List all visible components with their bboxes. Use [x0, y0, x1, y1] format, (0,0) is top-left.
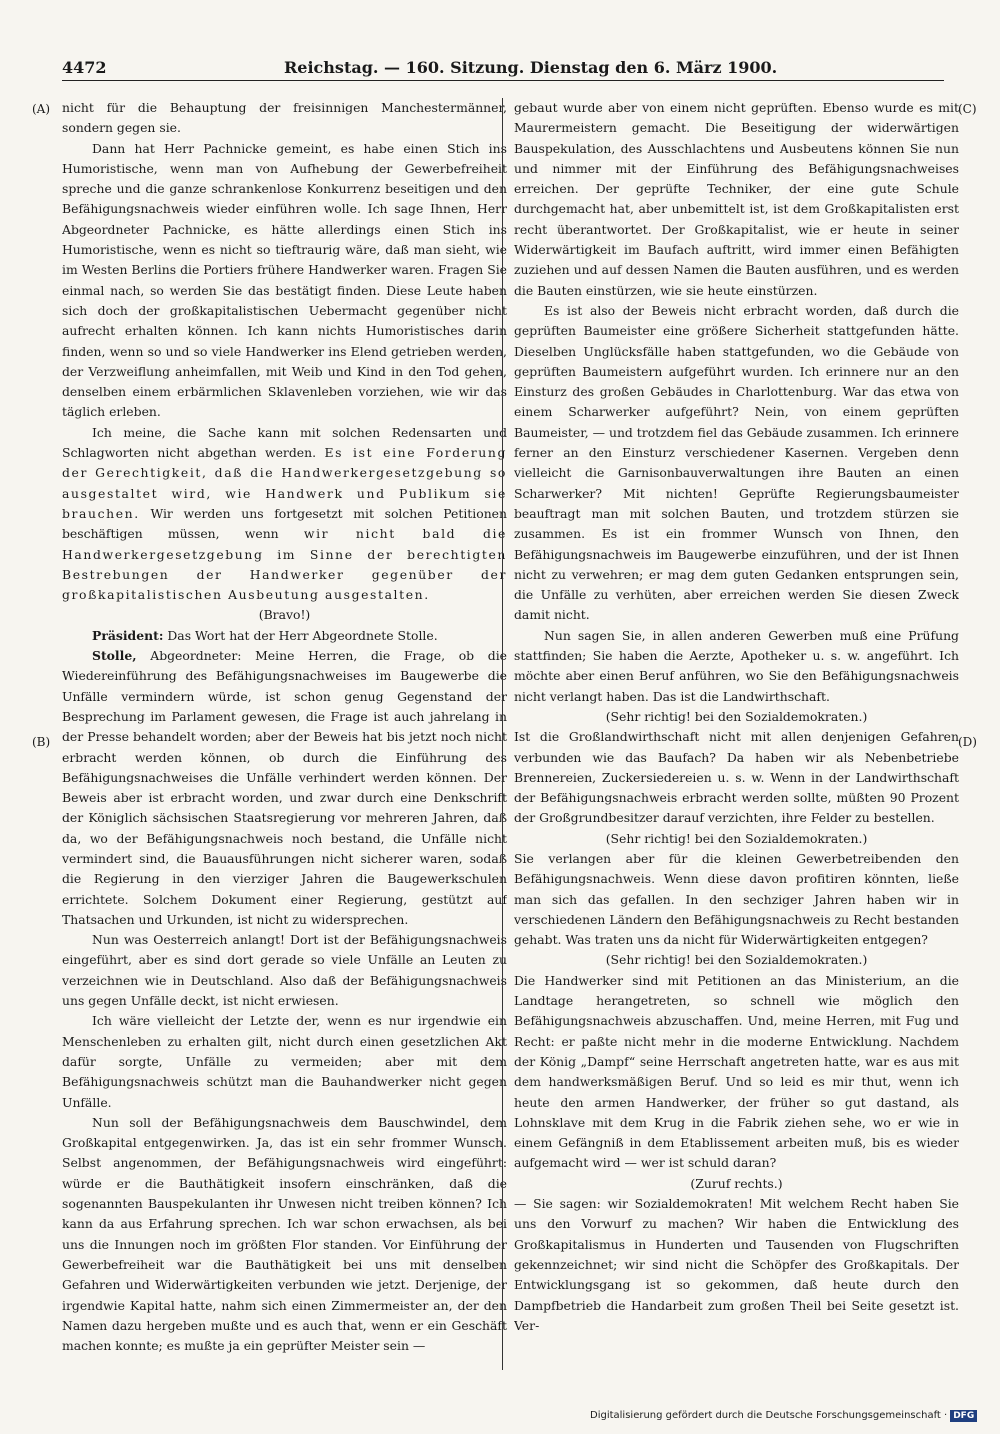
paragraph: — Sie sagen: wir Sozialdemokraten! Mit welchem Recht haben Sie uns den Vorwurf zu machen? Wir haben die Entwicklung des Großkapitalismus in Hunderten und Tausenden von Flugschriften gekennzeichnet; wir sind nicht die Schöpfer des Großkapitals. Der Entwicklungsgang ist so gekommen, daß heute durch den Dampfbetrieb die Handarbeit zum großen Theil bei Seite gesetzt ist. Ver- [514, 1196, 959, 1333]
speaker-label: Stolle, [92, 648, 137, 664]
credit-text: Digitalisierung gefördert durch die Deutsche Forschungsgemeinschaft · [590, 1410, 948, 1421]
margin-marker-a: (A) [32, 102, 51, 116]
paragraph: Nun was Oesterreich anlangt! Dort ist der Befähigungsnachweis eingeführt, aber es sind dort gerade so viele Unfälle an Leuten zu verzeichnen wie in Deutschland. Also daß der Befähigungsnachweis uns gegen Unfälle deckt, ist nicht erwiesen. [62, 932, 507, 1009]
paragraph [62, 423, 507, 606]
paragraph: Nun soll der Befähigungsnachweis dem Bauschwindel, dem Großkapital entgegenwirken. Ja, das ist ein sehr frommer Wunsch. Selbst angenommen, der Befähigungsnachweis wird eingeführt: würde er die Bauthätigkeit insofern einschränken, daß die sogenannten Bauspekulanten ihr Unwesen nicht treiben können? Ich kann da aus Erfahrung sprechen. Ich war schon erwachsen, als bei uns die Innungen noch im größten Flor standen. Vor Einführung der Gewerbefreiheit war die Bauthätigkeit bei uns mit denselben Gefahren und Widerwärtigkeiten verbunden wie jetzt. Derjenige, der irgendwie Kapital hatte, nahm sich einen Zimmermeister an, der den Namen dazu hergeben mußte und es auch that, wenn er ein Geschäft machen konnte; es mußte ja ein geprüfter Meister sein — [62, 1114, 507, 1354]
page-header [62, 55, 942, 81]
margin-marker-c: (C) [958, 102, 977, 116]
emphasized-text: wir nicht bald die Handwerkergesetzgebung im Sinne der berechtigten Bestrebungen der Handwerker gegenüber der großkapitalistischen Ausbeutung ausgestalten. [62, 526, 507, 603]
margin-marker-b: (B) [32, 735, 51, 749]
paragraph: Ich wäre vielleicht der Letzte der, wenn es nur irgendwie ein Menschenleben zu erhalten gilt, nicht durch einen gesetzlichen Akt dafür sorgte, Unfälle zu vermeiden; aber mit dem Befähigungsnachweis schützt man die Bauhandwerker nicht gegen Unfälle. [62, 1013, 507, 1110]
dfg-logo: DFG [950, 1410, 977, 1422]
paragraph: gebaut wurde aber von einem nicht geprüften. Ebenso wurde es mit Maurermeistern gemacht. Die Beseitigung der widerwärtigen Bauspekulation, des Ausschlachtens und Ausbeutens können Sie nun und nimmer mit der Einführung des Befähigungsnachweises erreichen. Der geprüfte Techniker, der eine gute Schule durchgemacht hat, aber unbemittelt ist, ist dem Großkapitalisten erst recht überantwortet. Der Großkapitalist, wie er heute in seiner Widerwärtigkeit im Baufach auftritt, wird immer einen Befähigten zuziehen und auf dessen Namen die Bauten ausführen, und es werden die Bauten einstürzen, wie sie heute einstürzen. [514, 100, 959, 298]
interjection: (Sehr richtig! bei den Sozialdemokraten.) [605, 952, 868, 968]
speaker-label: Präsident: [92, 627, 164, 643]
interjection: (Sehr richtig! bei den Sozialdemokraten.) [605, 830, 868, 846]
paragraph: Ist die Großlandwirthschaft nicht mit allen denjenigen Gefahren verbunden wie das Baufach? Da haben wir als Nebenbetriebe Brennereien, Zuckersiedereien u. s. w. Wenn in der Landwirthschaft der Befähigungsnachweis erbracht werden sollte, müßten 90 Prozent der Großgrundbesitzer darauf verzichten, ihre Felder zu bestellen. [514, 729, 959, 826]
paragraph: Dann hat Herr Pachnicke gemeint, es habe einen Stich ins Humoristische, wenn man von Aufhebung der Gewerbefreiheit spreche und die ganze schrankenlose Konkurrenz beseitigen und den Befähigungsnachweis wieder einführen wolle. Ich sage Ihnen, Herr Abgeordneter Pachnicke, es hätte allerdings einen Stich ins Humoristische, wenn es nicht so tieftraurig wäre, daß man sieht, wie im Westen Berlins die Portiers frühere Handwerker waren. Fragen Sie einmal nach, so werden Sie das bestätigt finden. Diese Leute haben sich doch der großkapitalistischen Uebermacht gegenüber nicht aufrecht erhalten können. Ich kann nichts Humoristisches darin finden, wenn so und so viele Handwerker ins Elend getrieben werden, der Verzweiflung anheimfallen, mit Weib und Kind in den Tod gehen, denselben einem erbärmlichen Sklavenleben vorziehen, wie wir das täglich erleben. [62, 140, 507, 420]
header-rule [62, 80, 944, 81]
interjection: (Bravo!) [258, 607, 311, 623]
column-divider [502, 98, 503, 1370]
emphasized-text: Es ist eine Forderung der Gerechtigkeit, daß die Handwerkergesetzgebung so ausgestaltet wird, wie Handwerk und Publikum sie brauchen. [62, 445, 507, 521]
paragraph [62, 646, 507, 930]
paragraph: Es ist also der Beweis nicht erbracht worden, daß durch die geprüften Baumeister eine größere Sicherheit stattgefunden hätte. Dieselben Unglücksfälle haben stattgefunden, wo die Gebäude von geprüften Baumeistern aufgeführt wurden. Ich erinnere nur an den Einsturz des großen Gebäudes in Charlottenburg. War das etwa von einem Scharwerker aufgeführt? Nein, von einem geprüften Baumeister, — und trotzdem fiel das Gebäude zusammen. Ich erinnere ferner an den Einsturz verschiedener Kasernen. Vergeben denn vielleicht die Garnisonbauverwaltungen ihre Bauten an einen Scharwerker? Mit nichten! Geprüfte Regierungsbaumeister beauftragt man mit solchen Bauten, und trotzdem stürzen sie zusammen. Es ist ein frommer Wunsch von Ihnen, den Befähigungsnachweis im Baugewerbe einzuführen, und der ist Ihnen nicht zu verwehren; er mag dem guten Gedanken entsprungen sein, die Unfälle zu verhüten, aber erreichen werden Sie diesen Zweck damit nicht. [514, 302, 959, 623]
paragraph: Sie verlangen aber für die kleinen Gewerbetreibenden den Befähigungsnachweis. Wenn diese davon profitiren könnten, ließe man sich das gefallen. In den sechziger Jahren haben wir in verschiedenen Ländern den Befähigungsnachweis zu Recht bestanden gehabt. Was traten uns da nicht für Widerwärtigkeiten entgegen? [514, 850, 959, 948]
text-run: Ich meine, die Sache kann mit solchen Redensarten und Schlagworten nicht abgethan werden. [62, 424, 507, 461]
interjection: (Sehr richtig! bei den Sozialdemokraten.) [605, 708, 868, 724]
paragraph: Nun sagen Sie, in allen anderen Gewerben muß eine Prüfung stattfinden; Sie haben die Aerzte, Apotheker u. s. w. angeführt. Ich möchte aber einen Beruf anführen, wo Sie den Befähigungsnachweis nicht verlangt haben. Das ist die Landwirthschaft. [514, 627, 959, 704]
interjection: (Zuruf rechts.) [690, 1175, 783, 1191]
page-number: 4472 [62, 58, 107, 77]
running-title: Reichstag. — 160. Sitzung. Dienstag den 6. März 1900. [284, 58, 778, 77]
left-column [62, 98, 507, 1373]
digitization-credit [590, 1410, 977, 1422]
right-column [514, 98, 959, 1373]
text-run: Abgeordneter: Meine Herren, die Frage, ob die Wiedereinführung des Befähigungsnachweises im Baugewerbe die Unfälle vermindern würde, ist schon genug Gegenstand der Besprechung im Parlament gewesen, die Frage ist auch jahrelang in der Presse behandelt worden; aber der Beweis hat bis jetzt noch nicht erbracht werden können, ob durch die Einführung des Befähigungsnachweises die Unfälle verhindert werden können. Der Beweis aber ist erbracht worden, und zwar durch eine Denkschrift der Königlich sächsischen Staatsregierung vor mehreren Jahren, daß da, wo der Befähigungsnachweis noch bestand, die Unfälle nicht vermindert sind, die Bauausführungen nicht sicherer waren, sodaß die Regierung in den vierziger Jahren die Baugewerkschulen errichtete. Solchem Dokument einer Regierung, gestützt auf Thatsachen und Urkunden, ist nicht zu widersprechen. [62, 648, 507, 927]
paragraph: Die Handwerker sind mit Petitionen an das Ministerium, an die Landtage herangetreten, so schnell wie möglich den Befähigungsnachweis abzuschaffen. Und, meine Herren, mit Fug und Recht: er paßte nicht mehr in die moderne Entwicklung. Nachdem der König „Dampf“ seine Herrschaft angetreten hatte, war es aus mit dem handwerksmäßigen Beruf. Und so leid es mir thut, wenn ich heute den armen Handwerker, der früher so gut dastand, als Lohnsklave mit dem Krug in die Fabrik ziehen sehe, wo er wie in einem Gefängniß in dem Etablissement arbeiten muß, bis es wieder aufgemacht wird — wer ist schuld daran? [514, 972, 959, 1171]
paragraph [62, 626, 507, 646]
paragraph: nicht für die Behauptung der freisinnigen Manchestermänner, sondern gegen sie. [62, 100, 507, 136]
text-run: Das Wort hat der Herr Abgeordnete Stolle. [167, 627, 438, 643]
text-run: Wir werden uns fortgesetzt mit solchen Petitionen beschäftigen müssen, wenn [62, 505, 507, 542]
margin-marker-d: (D) [958, 735, 977, 749]
